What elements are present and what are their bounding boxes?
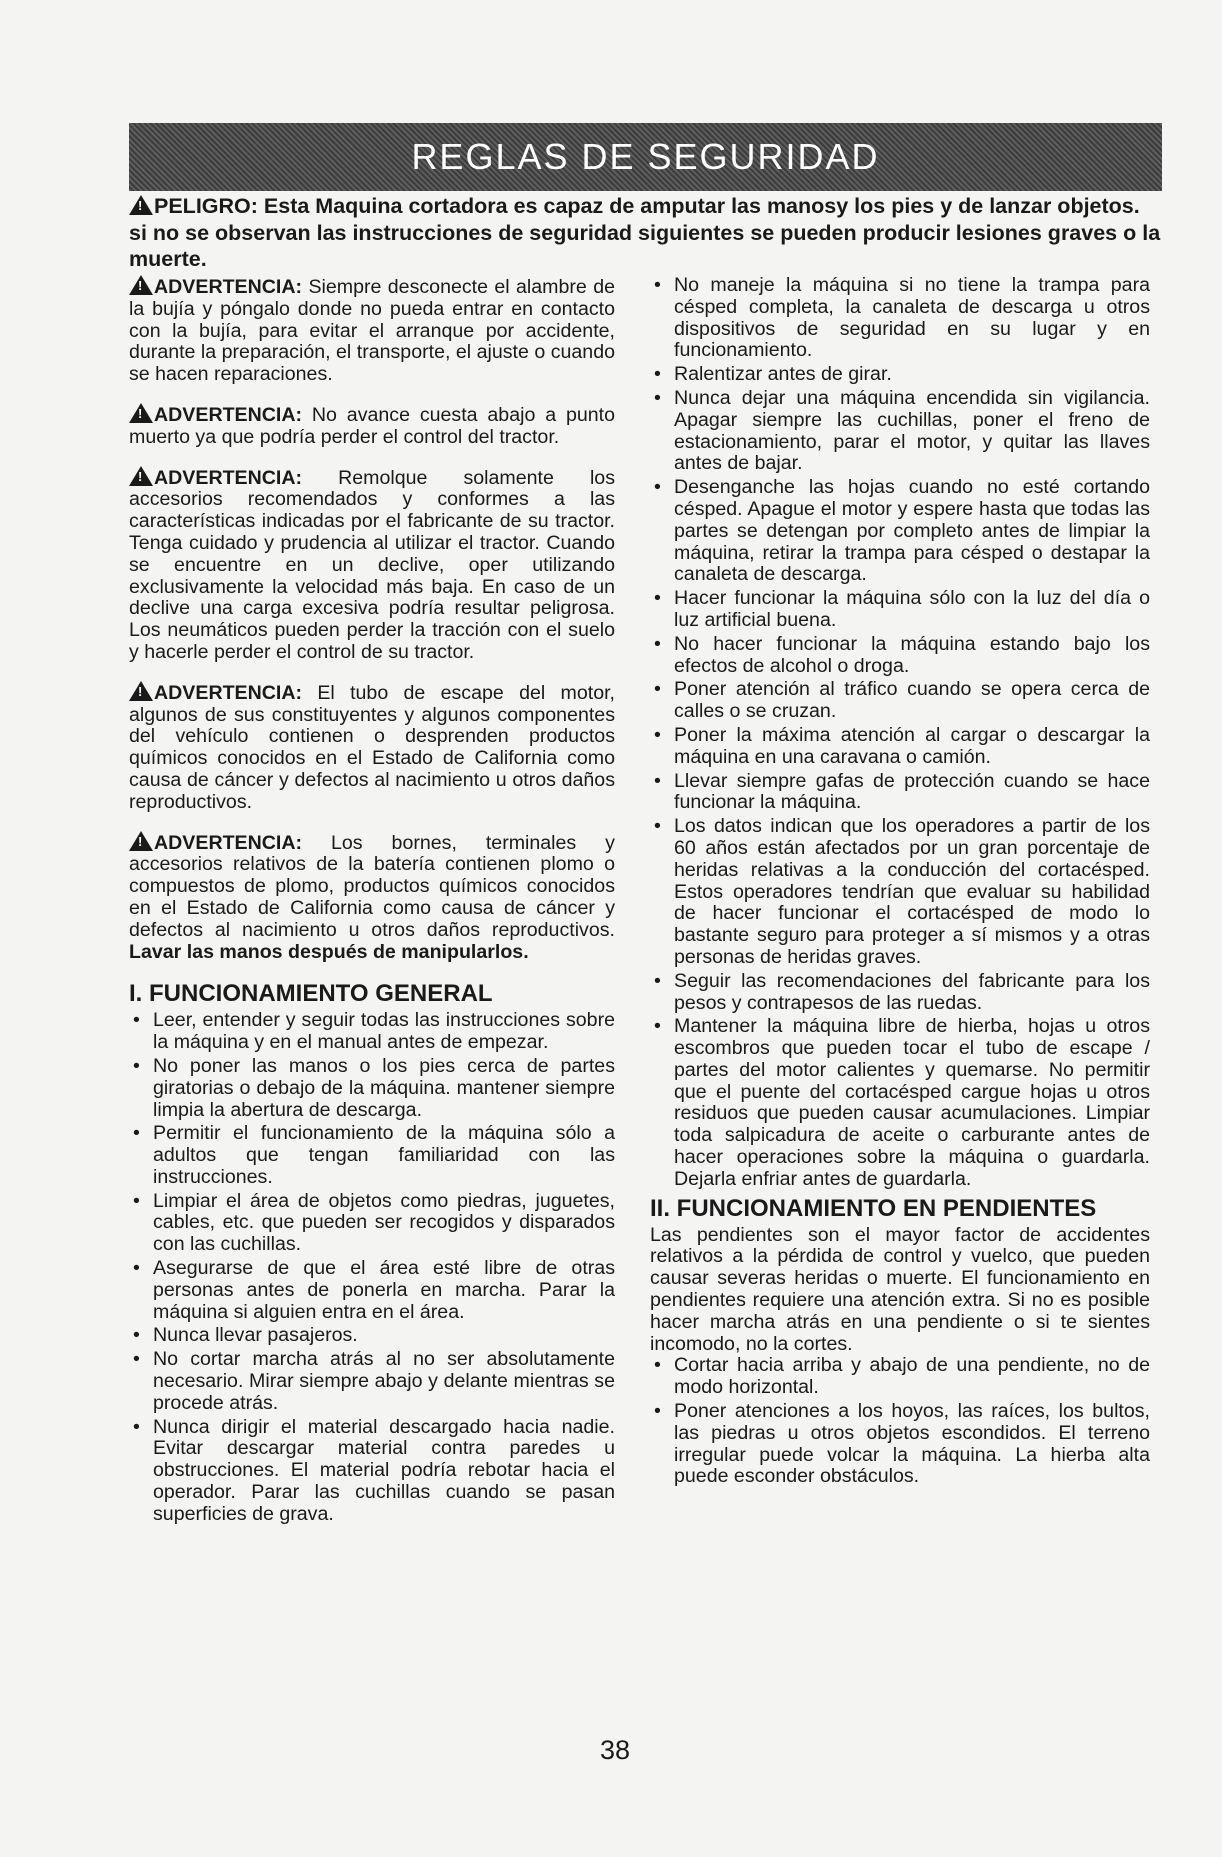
list-item	[650, 1355, 1150, 1399]
list-item	[650, 388, 1150, 475]
warning-block	[129, 403, 615, 449]
section-banner	[129, 123, 1162, 191]
list-item	[129, 1417, 615, 1526]
danger-label: PELIGRO:	[154, 194, 258, 218]
warning-triangle-icon	[129, 275, 153, 295]
bullet-icon: •	[133, 1122, 140, 1145]
list-item-text: No cortar marcha atrás al no ser absolutamente necesario. Mirar siempre abajo y delante mientras se procede atrás.	[153, 1348, 615, 1414]
bullet-icon: •	[654, 363, 661, 386]
list-item-text: Nunca llevar pasajeros.	[153, 1324, 358, 1347]
bullet-icon: •	[654, 632, 661, 655]
list-item-text: No hacer funcionar la máquina estando bajo los efectos de alcohol o droga.	[674, 632, 1150, 677]
list-item	[650, 725, 1150, 769]
list-item	[650, 364, 1150, 386]
list-item	[129, 1191, 615, 1256]
bullet-icon: •	[654, 769, 661, 792]
bullet-icon: •	[654, 678, 661, 701]
warning-block	[129, 681, 615, 814]
bullet-icon: •	[133, 1348, 140, 1371]
warning-bold-instruction: Lavar las manos después de manipularlos.	[129, 940, 529, 963]
bullet-icon: •	[654, 969, 661, 992]
list-item-text: No poner las manos o los pies cerca de partes giratorias o debajo de la máquina. mantener siempre limpia la abertura de descarga.	[153, 1054, 615, 1121]
warning-label: ADVERTENCIA:	[154, 466, 303, 489]
list-item-text: Mantener la máquina libre de hierba, hojas u otros escombros que pueden tocar el tubo de escape / partes del motor calientes y quemarse. No permitir que el puente del cortacésped cargue hojas u otros residuos que pueden causar acumulaciones. Limpiar toda salpicadura de aceite o carburante antes de hacer operaciones sobre la máquina o guardarla. Dejarla enfriar antes de guardarla.	[674, 1015, 1150, 1190]
page-number: 38	[600, 1735, 631, 1765]
list-item	[129, 1123, 615, 1188]
list-item	[650, 634, 1150, 678]
list-item	[650, 816, 1150, 969]
warning-triangle-icon	[129, 466, 153, 486]
warning-label: ADVERTENCIA:	[154, 831, 303, 854]
warning-block	[129, 831, 615, 964]
list-item-text: Poner atenciones a los hoyos, las raíces, los bultos, las piedras u otros objetos escondidos. El terreno irregular puede volcar la máquina. La hierba alta puede esconder obstáculos.	[674, 1400, 1150, 1488]
list-item-text: Los datos indican que los operadores a partir de los 60 años están afectados por un gran porcentaje de heridas relativas a la conducción del cortacésped. Estos operadores tendrían que evaluar su habilidad de hacer funcionar el cortacésped de modo lo bastante seguro para proteger a sí mismos y a otras personas de heridas graves.	[674, 815, 1150, 968]
bullet-icon: •	[654, 815, 661, 838]
list-item-text: Poner atención al tráfico cuando se opera cerca de calles o se cruzan.	[674, 678, 1150, 723]
list-item-text: Hacer funcionar la máquina sólo con la luz del día o luz artificial buena.	[674, 587, 1150, 631]
danger-text: Esta Maquina cortadora es capaz de amputar las manosy los pies y de lanzar objetos. si no se observan las instrucciones de seguridad siguientes se pueden producir lesiones graves o la muerte.	[129, 194, 1161, 271]
list-item-text: Asegurarse de que el área esté libre de otras personas antes de ponerla en marcha. Parar la máquina si alguien entra en el área.	[153, 1257, 615, 1323]
bullet-list-slopes	[650, 1355, 1150, 1488]
right-column	[650, 275, 1150, 1490]
list-item	[129, 1056, 615, 1121]
list-item	[129, 1325, 615, 1347]
bullet-icon: •	[654, 587, 661, 610]
bullet-icon: •	[133, 1257, 140, 1280]
warning-text: El tubo de escape del motor, algunos de sus constituyentes y algunos componentes del vehículo contienen o desprenden productos químicos conocidos en el Estado de California como causa de cáncer y defectos al nacimiento u otros daños reproductivos.	[129, 681, 615, 813]
bullet-icon: •	[133, 1189, 140, 1212]
list-item-text: Poner la máxima atención al cargar o descargar la máquina en una caravana o camión.	[674, 723, 1150, 768]
list-item	[650, 477, 1150, 586]
danger-statement	[129, 193, 1162, 273]
bullet-list-general-continued	[650, 275, 1150, 1191]
warning-label: ADVERTENCIA:	[154, 681, 303, 704]
bullet-icon: •	[654, 1354, 661, 1377]
warning-block	[129, 275, 615, 386]
list-item-text: No maneje la máquina si no tiene la trampa para césped completa, la canaleta de descarga u otros dispositivos de seguridad en su lugar y en funcionamiento.	[674, 274, 1150, 362]
bullet-icon: •	[654, 476, 661, 499]
warning-block	[129, 466, 615, 664]
bullet-icon: •	[133, 1009, 140, 1032]
banner-title: REGLAS DE SEGURIDAD	[411, 136, 880, 177]
list-item-text: Nunca dirigir el material descargado hacia nadie. Evitar descargar material contra paredes u obstrucciones. El material podría rebotar hacia el operador. Parar las cuchillas cuando se pasan superficies de grava.	[153, 1415, 615, 1525]
list-item	[650, 275, 1150, 362]
bullet-icon: •	[133, 1415, 140, 1438]
section-intro: Las pendientes son el mayor factor de accidentes relativos a la pérdida de control y vuelco, que pueden causar severas heridas o muerte. El funcionamiento en pendientes requiere una atención extra. Si no es posible hacer marcha atrás en una pendiente o si te sientes incomodo, no la cortes.	[650, 1223, 1150, 1355]
bullet-list-general	[129, 1010, 615, 1525]
list-item-text: Leer, entender y seguir todas las instrucciones sobre la máquina y en el manual antes de empezar.	[153, 1009, 615, 1054]
bullet-icon: •	[133, 1324, 140, 1347]
list-item	[129, 1010, 615, 1054]
warning-text: Los bornes, terminales y accesorios relativos de la batería contienen plomo o compuestos de plomo, productos químicos conocidos en el Estado de California como causa de cáncer y defectos al nacimiento u otros daños reproductivos.	[129, 831, 615, 941]
bullet-icon: •	[133, 1054, 140, 1077]
warning-triangle-icon	[129, 681, 153, 701]
bullet-icon: •	[654, 1400, 661, 1423]
list-item	[650, 771, 1150, 815]
warning-text: Siempre desconecte el alambre de la bujía y póngalo donde no pueda entrar en contacto con la bujía, para evitar el arranque por accidente, durante la preparación, el transporte, el ajuste o cuando se hacen reparaciones.	[129, 276, 615, 386]
list-item	[650, 588, 1150, 632]
list-item-text: Permitir el funcionamiento de la máquina sólo a adultos que tengan familiaridad con las instrucciones.	[153, 1122, 615, 1188]
list-item-text: Ralentizar antes de girar.	[674, 363, 892, 386]
warning-triangle-icon	[129, 403, 153, 423]
list-item-text: Seguir las recomendaciones del fabricante para los pesos y contrapesos de las ruedas.	[674, 969, 1150, 1014]
bullet-icon: •	[654, 386, 661, 409]
bullet-icon: •	[654, 723, 661, 746]
list-item-text: Llevar siempre gafas de protección cuando se hace funcionar la máquina.	[674, 769, 1150, 814]
list-item-text: Cortar hacia arriba y abajo de una pendiente, no de modo horizontal.	[674, 1354, 1150, 1399]
section-heading: II. FUNCIONAMIENTO EN PENDIENTES	[650, 1194, 1097, 1222]
warning-text: Remolque solamente los accesorios recomendados y conformes a las características indicadas por el fabricante de su tractor. Tenga cuidado y prudencia al utilizar el tractor. Cuando se encuentre en un declive, oper utilizando exclusivamente la velocidad más baja. En caso de un declive una carga excesiva podría resultar peligrosa. Los neumáticos pueden perder la tracción con el suelo y hacerle perder el control de su tractor.	[129, 466, 615, 663]
list-item	[650, 679, 1150, 723]
list-item-text: Limpiar el área de objetos como piedras, juguetes, cables, etc. que pueden ser recogidos y disparados con las cuchillas.	[153, 1189, 615, 1256]
warning-text: No avance cuesta abajo a punto muerto ya que podría perder el control del tractor.	[129, 403, 615, 448]
list-item-text: Desenganche las hojas cuando no esté cortando césped. Apague el motor y espere hasta que todas las partes se detengan por completo antes de limpiar la máquina, retirar la trampa para césped o destapar la canaleta de descarga.	[674, 476, 1150, 586]
list-item	[129, 1258, 615, 1323]
bullet-icon: •	[654, 274, 661, 296]
list-item	[650, 1016, 1150, 1190]
bullet-icon: •	[654, 1015, 661, 1038]
warning-triangle-icon	[129, 831, 153, 851]
warning-label: ADVERTENCIA:	[154, 276, 303, 298]
list-item	[650, 1401, 1150, 1488]
section-heading: I. FUNCIONAMIENTO GENERAL	[129, 980, 493, 1008]
warning-label: ADVERTENCIA:	[154, 403, 303, 426]
left-column	[129, 275, 615, 1528]
list-item	[129, 1349, 615, 1414]
list-item	[650, 971, 1150, 1015]
warning-triangle-icon	[129, 195, 153, 215]
list-item-text: Nunca dejar una máquina encendida sin vigilancia. Apagar siempre las cuchillas, poner el freno de estacionamiento, parar el motor, y quitar las llaves antes de bajar.	[674, 386, 1150, 475]
